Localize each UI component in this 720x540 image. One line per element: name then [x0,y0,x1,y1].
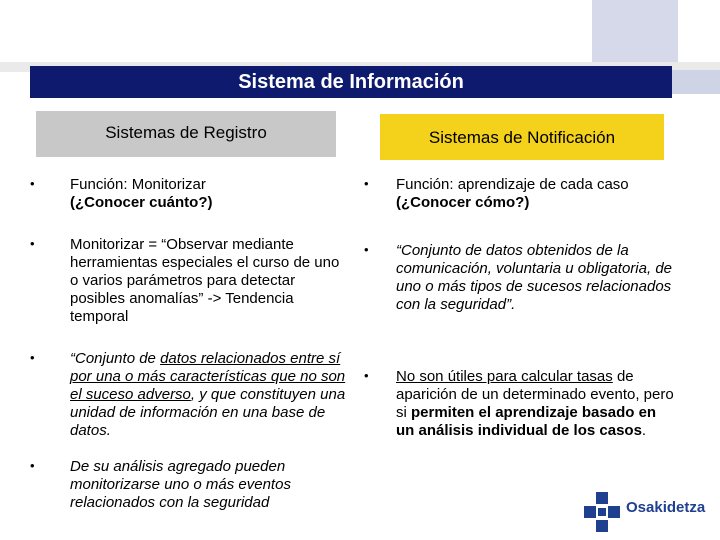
bullet-icon: • [30,458,35,473]
bullet-icon: • [30,236,35,251]
bullet-icon: • [30,350,35,365]
list-item-text: Función: Monitorizar [70,176,206,193]
decorative-block [592,0,678,64]
bullet-icon: • [30,176,35,191]
underlined-text: No son útiles para calcular tasas [396,368,613,385]
list-item-text: Función: aprendizaje de cada caso [396,176,629,193]
list-item-text: “Conjunto de datos obtenidos de la comunicación, voluntaria u obligatoria, de uno o más tipos de sucesos relacionados con la seguridad”. [396,242,672,313]
registry-column [30,176,360,516]
list-item-text: , y que constituyen una unidad de información en una base de datos. [70,386,346,439]
list-item-text: “Conjunto de [70,350,161,367]
bullet-icon: • [364,242,369,257]
list-item-text: de aparición de un determinado evento, pero si [396,368,674,421]
list-item-question: (¿Conocer cómo?) [396,194,530,211]
bold-text: permiten el aprendizaje basado en un análisis individual de los casos [396,404,657,439]
list-item-text: Monitorizar = “Observar mediante herramientas especiales el curso de uno o varios parámetros para detectar posibles anomalías” -> Tendencia temporal [70,236,340,325]
list-item-question: (¿Conocer cuánto?) [70,194,213,211]
decorative-block [672,70,720,94]
bullet-icon: • [364,176,369,191]
underlined-text: datos relacionados entre sí por una o más características que no son el suceso adverso [70,350,346,403]
list-item-text: . [641,422,647,439]
notification-systems-header: Sistemas de Notificación [380,114,664,160]
osakidetza-logo [582,490,712,534]
osakidetza-logo-icon [582,490,622,534]
list-item-text: De su análisis agregado pueden monitorizarse uno o más eventos relacionados con la seguridad [70,458,291,511]
registry-systems-header: Sistemas de Registro [36,111,336,157]
bullet-icon: • [364,368,369,383]
notification-column [364,176,704,476]
page-title: Sistema de Información [30,66,672,98]
logo-text: Osakidetza [626,499,706,516]
